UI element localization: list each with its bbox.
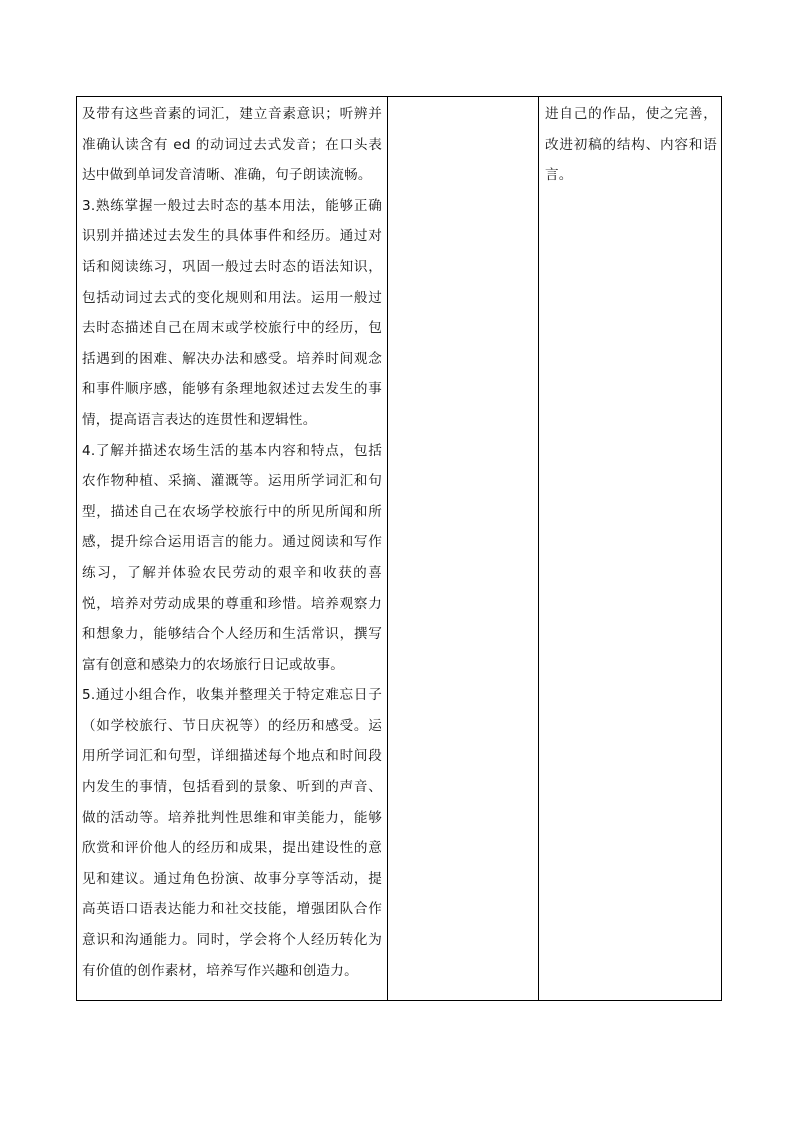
revision-text: 进自己的作品，使之完善，改进初稿的结构、内容和语言。 — [545, 106, 717, 184]
table-row — [77, 97, 722, 1001]
paragraph-pronunciation: 及带有这些音素的词汇，建立音素意识；听辨并准确认读含有 ed 的动词过去式发音；在口头表达中做到单词发音清晰、准确，句子朗读流畅。 — [82, 106, 382, 184]
paragraph-farm-life: 4.了解并描述农场生活的基本内容和特点，包括农作物种植、采摘、灌溉等。运用所学词汇和句型，描述自己在农场学校旅行中的所见所闻和所感，提升综合运用语言的能力。通过阅读和写作练习，了解并体验农民劳动的艰辛和收获的喜悦，培养对劳动成果的尊重和珍惜。培养观察力和想象力，能够结合个人经历和生活常识，撰写富有创意和感染力的农场旅行日记或故事。 — [82, 442, 382, 673]
paragraph-group-work: 5.通过小组合作，收集并整理关于特定难忘日子（如学校旅行、节日庆祝等）的经历和感受。运用所学词汇和句型，详细描述每个地点和时间段内发生的事情，包括看到的景象、听到的声音、做的活动等。培养批判性思维和审美能力，能够欣赏和评价他人的经历和成果，提出建设性的意见和建议。通过角色扮演、故事分享等活动，提高英语口语表达能力和社交技能，增强团队合作意识和沟通能力。同时，学会将个人经历转化为有价值的创作素材，培养写作兴趣和创造力。 — [82, 687, 382, 979]
paragraph-past-tense: 3.熟练掌握一般过去时态的基本用法，能够正确识别并描述过去发生的具体事件和经历。通过对话和阅读练习，巩固一般过去时态的语法知识，包括动词过去式的变化规则和用法。运用一般过去时态描述自己在周末或学校旅行中的经历，包括遇到的困难、解决办法和感受。培养时间观念和事件顺序感，能够有条理地叙述过去发生的事情，提高语言表达的连贯性和逻辑性。 — [82, 197, 382, 428]
objectives-cell — [77, 97, 388, 1001]
empty-middle-cell — [388, 97, 539, 1001]
content-table — [76, 96, 722, 1001]
objectives-text — [77, 99, 386, 986]
revision-cell — [539, 97, 722, 1001]
